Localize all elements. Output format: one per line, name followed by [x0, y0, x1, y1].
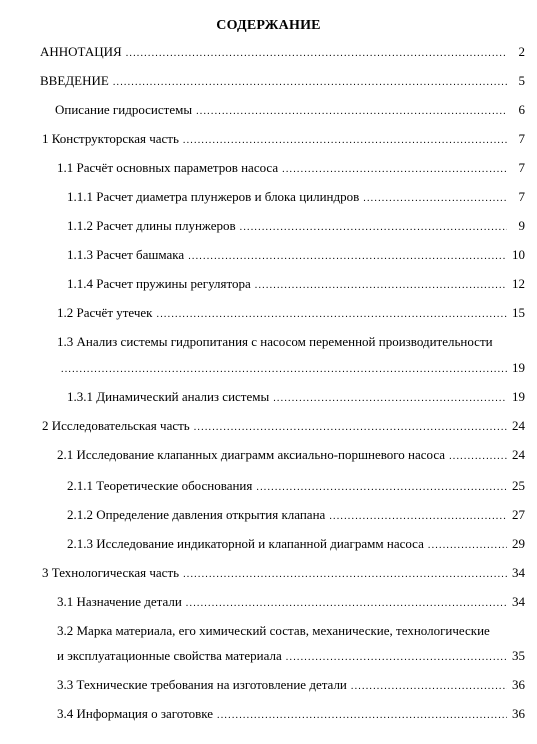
toc-leader-dots [256, 480, 507, 496]
toc-leader-dots [428, 538, 507, 554]
toc-entry[interactable] [57, 677, 525, 695]
toc-entry[interactable] [57, 160, 525, 178]
toc-page-number: 9 [518, 218, 525, 233]
toc-page-number: 5 [518, 73, 525, 88]
toc-entry-label: 3.1 Назначение детали [57, 594, 182, 609]
toc-entry[interactable] [67, 536, 525, 554]
toc-leader-dots [113, 75, 507, 91]
toc-entry-label: Описание гидросистемы [55, 102, 193, 117]
toc-entry[interactable] [67, 389, 525, 407]
toc-leader-dots [188, 249, 507, 265]
toc-entry-label: 2.1.3 Исследование индикаторной и клапанной диаграмм насоса [67, 536, 424, 551]
toc-entry-label-line1[interactable]: 3.2 Марка материала, его химический состав, механические, технологические [57, 623, 490, 638]
toc-page-number: 6 [518, 102, 525, 117]
toc-entry-label: 1.3.1 Динамический анализ системы [67, 389, 270, 404]
toc-entry[interactable] [42, 131, 525, 149]
toc-entry[interactable] [67, 478, 525, 496]
toc-entry[interactable] [57, 305, 525, 323]
toc-page-number: 24 [512, 447, 525, 462]
toc-page-number: 34 [512, 594, 525, 609]
toc-entry-label: и эксплуатационные свойства материала [57, 648, 282, 663]
toc-leader-dots [157, 307, 507, 323]
toc-leader-dots [217, 708, 507, 724]
toc-leader-dots [449, 449, 507, 465]
toc-leader-dots [273, 391, 507, 407]
toc-entry[interactable] [57, 648, 525, 666]
toc-page-number: 2 [518, 44, 525, 59]
toc-entry[interactable] [57, 594, 525, 612]
toc-entry-label: 1.2 Расчёт утечек [57, 305, 153, 320]
toc-title: СОДЕРЖАНИЕ [216, 18, 321, 33]
toc-entry-label: 1 Конструкторская часть [42, 131, 179, 146]
toc-page-number: 35 [512, 648, 525, 663]
toc-entry[interactable] [42, 565, 525, 583]
toc-leader-dots [240, 220, 507, 236]
toc-leader-dots [255, 278, 507, 294]
toc-entry-label: 1.1 Расчёт основных параметров насоса [57, 160, 279, 175]
toc-entry-label: 2.1.2 Определение давления открытия клапана [67, 507, 326, 522]
toc-leader-dots [363, 191, 507, 207]
toc-entry[interactable] [57, 447, 525, 465]
toc-page-number: 24 [512, 418, 525, 433]
toc-leader-dots [286, 650, 507, 666]
toc-entry-label-line1[interactable]: 1.3 Анализ системы гидропитания с насосом переменной производительности [57, 334, 493, 349]
toc-page-number: 29 [512, 536, 525, 551]
toc-entry[interactable] [40, 73, 525, 91]
toc-entry[interactable] [67, 276, 525, 294]
toc-leader-dots [282, 162, 507, 178]
toc-page-number: 19 [512, 389, 525, 404]
toc-page-number: 25 [512, 478, 525, 493]
toc-entry-label: 2.1.1 Теоретические обоснования [67, 478, 253, 493]
toc-entry[interactable] [67, 247, 525, 265]
toc-entry[interactable] [67, 507, 525, 525]
toc-entry[interactable] [67, 189, 525, 207]
toc-leader-dots [186, 596, 507, 612]
toc-page-number: 34 [512, 565, 525, 580]
toc-entry[interactable] [40, 44, 525, 62]
toc-page-number: 27 [512, 507, 525, 522]
toc-page-number: 19 [512, 360, 525, 375]
toc-entry[interactable] [57, 360, 525, 378]
toc-entry-label: 2.1 Исследование клапанных диаграмм аксиально-поршневого насоса [57, 447, 446, 462]
toc-entry[interactable] [42, 418, 525, 436]
toc-page-number: 7 [518, 131, 525, 146]
toc-leader-dots [183, 567, 507, 583]
toc-entry-label: 1.1.1 Расчет диаметра плунжеров и блока цилиндров [67, 189, 360, 204]
toc-entry-label: 1.1.3 Расчет башмака [67, 247, 185, 262]
toc-leader-dots [61, 362, 507, 378]
toc-page-number: 7 [518, 160, 525, 175]
toc-page-number: 12 [512, 276, 525, 291]
toc-leader-dots [194, 420, 507, 436]
toc-entry-label: 3.3 Технические требования на изготовление детали [57, 677, 347, 692]
toc-entry-label: 3 Технологическая часть [42, 565, 180, 580]
toc-leader-dots [329, 509, 507, 525]
toc-leader-dots [351, 679, 507, 695]
toc-page-number: 7 [518, 189, 525, 204]
toc-entry-label: 3.4 Информация о заготовке [57, 706, 214, 721]
toc-page-number: 10 [512, 247, 525, 262]
toc-entry[interactable] [67, 218, 525, 236]
toc-entry-label: 1.1.2 Расчет длины плунжеров [67, 218, 236, 233]
toc-leader-dots [183, 133, 507, 149]
toc-entry[interactable] [57, 706, 525, 724]
toc-entry-label: 2 Исследовательская часть [42, 418, 190, 433]
toc-entry-label: ВВЕДЕНИЕ [40, 73, 109, 88]
toc-entry[interactable] [55, 102, 525, 120]
toc-page-number: 15 [512, 305, 525, 320]
toc-entry-label: 1.1.4 Расчет пружины регулятора [67, 276, 251, 291]
toc-page-number: 36 [512, 706, 525, 721]
toc-leader-dots [196, 104, 507, 120]
toc-leader-dots [126, 46, 507, 62]
toc-entry-label: АННОТАЦИЯ [40, 44, 122, 59]
toc-page-number: 36 [512, 677, 525, 692]
